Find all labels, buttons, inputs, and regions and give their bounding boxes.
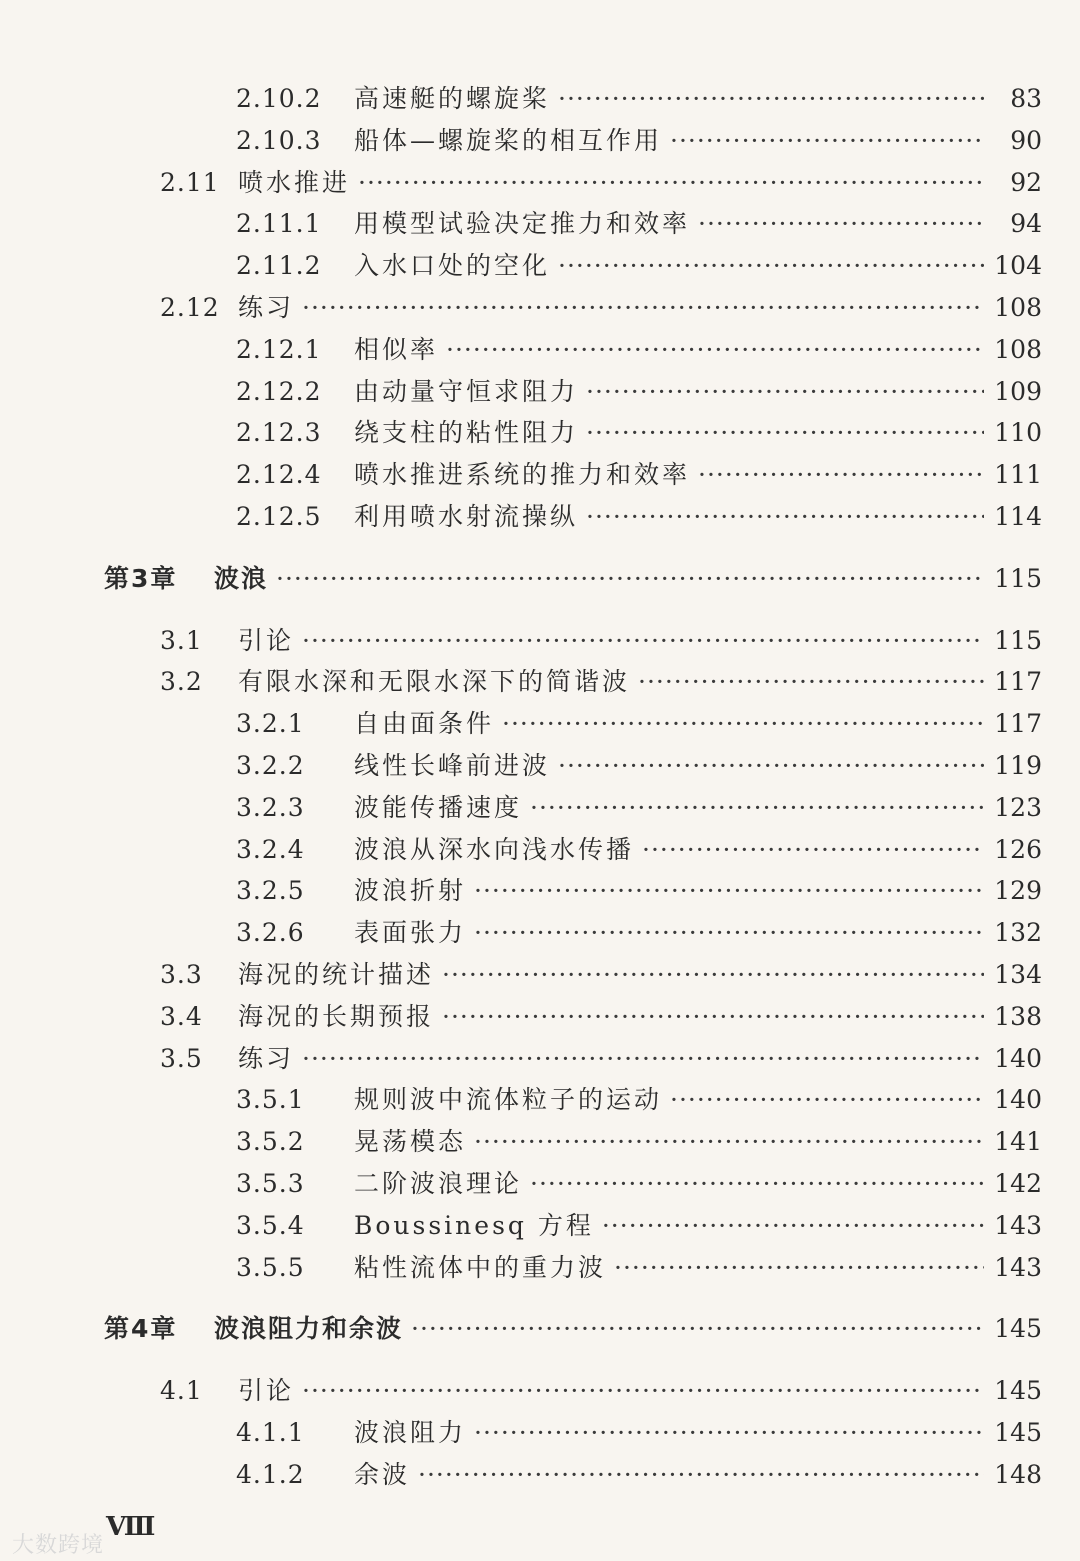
toc-entry-title: 海况的统计描述	[238, 960, 435, 989]
toc-entry-title: 波浪从深水向浅水传播	[354, 834, 635, 864]
toc-page-number: 92	[1010, 167, 1042, 197]
toc-page-number: 138	[994, 1001, 1042, 1031]
toc-entry-row	[236, 1454, 1042, 1496]
toc-entry-title: 有限水深和无限水深下的简谐波	[238, 667, 631, 697]
toc-leader-dots	[474, 870, 984, 912]
toc-entry-number: 3.2.3	[236, 792, 305, 822]
toc-leader-dots	[558, 745, 984, 787]
toc-page-number: 115	[994, 563, 1042, 593]
toc-entry-title: 波浪阻力和余波	[214, 1314, 404, 1344]
toc-entry-row	[160, 954, 1042, 996]
toc-entry-row	[236, 829, 1042, 871]
toc-entry-title: Boussinesq 方程	[354, 1210, 594, 1240]
toc-leader-dots	[642, 829, 984, 871]
toc-entry-number: 第4章	[104, 1314, 178, 1344]
toc-entry-number: 3.2.5	[236, 876, 305, 906]
toc-leader-dots	[411, 1308, 984, 1350]
toc-entry-number: 2.11	[160, 167, 220, 197]
toc-entry-row	[236, 1121, 1042, 1163]
toc-entry-title: 海况的长期预报	[238, 1001, 435, 1031]
toc-leader-dots	[442, 954, 984, 996]
toc-page-number: 94	[1010, 209, 1042, 239]
toc-entry-number: 第3章	[104, 563, 178, 593]
toc-entry-number: 2.10.3	[236, 125, 322, 155]
toc-leader-dots	[442, 996, 984, 1038]
toc-leader-dots	[558, 78, 984, 120]
toc-leader-dots	[276, 558, 984, 600]
toc-entry-title: 线性长峰前进波	[354, 751, 551, 780]
toc-leader-dots	[558, 245, 984, 287]
toc-entry-number: 2.12.4	[236, 460, 322, 490]
toc-entry-number: 3.2.4	[236, 834, 305, 864]
toc-entry-row	[160, 996, 1042, 1038]
toc-entry-title: 二阶波浪理论	[354, 1169, 523, 1198]
toc-entry-title: 练习	[238, 1043, 295, 1073]
watermark-text: 大数跨境	[12, 1533, 105, 1558]
toc-leader-dots	[358, 162, 984, 204]
toc-leader-dots	[670, 120, 984, 162]
toc-entry-title: 波浪阻力	[354, 1418, 467, 1447]
toc-chapter-row	[104, 1308, 1042, 1350]
toc-entry-row	[236, 496, 1042, 538]
toc-leader-dots	[302, 1038, 984, 1080]
toc-entry-title: 入水口处的空化	[354, 251, 551, 281]
toc-entry-row	[160, 1370, 1042, 1412]
toc-entry-row	[236, 1412, 1042, 1454]
toc-entry-number: 2.10.2	[236, 84, 322, 113]
toc-entry-row	[236, 703, 1042, 745]
toc-page-number: 111	[994, 460, 1042, 490]
toc-page-number: 132	[994, 918, 1042, 948]
toc-entry-title: 绕支柱的粘性阻力	[354, 418, 579, 448]
toc-page-number: 104	[994, 251, 1042, 281]
toc-page-number: 90	[1010, 125, 1042, 155]
toc-entry-title: 表面张力	[354, 918, 467, 948]
toc-page-number: 140	[994, 1043, 1042, 1073]
toc-entry-number: 3.3	[160, 960, 203, 989]
toc-leader-dots	[586, 412, 984, 454]
toc-entry-row	[236, 120, 1042, 162]
toc-page-number: 108	[994, 293, 1042, 322]
toc-entry-row	[236, 1163, 1042, 1205]
toc-entry-title: 波浪	[214, 563, 269, 593]
toc-leader-dots	[698, 203, 984, 245]
toc-entry-title: 利用喷水射流操纵	[354, 502, 579, 531]
toc-entry-number: 3.5.3	[236, 1169, 305, 1198]
toc-entry-title: 喷水推进系统的推力和效率	[354, 460, 691, 490]
toc-entry-row	[236, 454, 1042, 496]
toc-entry-title: 高速艇的螺旋桨	[354, 84, 551, 113]
toc-page-number: 141	[994, 1127, 1042, 1157]
toc-entry-row	[160, 620, 1042, 662]
toc-page-number: 108	[994, 334, 1042, 364]
toc-page-number: 142	[994, 1169, 1042, 1198]
toc-entry-title: 余波	[354, 1459, 411, 1489]
toc-entry-number: 3.4	[160, 1001, 203, 1031]
toc-entry-row	[236, 1247, 1042, 1289]
toc-entry-row	[160, 661, 1042, 703]
toc-leader-dots	[530, 1163, 984, 1205]
toc-entry-number: 4.1.2	[236, 1459, 305, 1489]
toc-entry-number: 3.2.6	[236, 918, 305, 948]
toc-entry-row	[236, 1079, 1042, 1121]
toc-entry-row	[236, 870, 1042, 912]
toc-entry-title: 粘性流体中的重力波	[354, 1252, 607, 1282]
toc-page-number: 123	[994, 792, 1042, 822]
toc-leader-dots	[586, 371, 984, 413]
toc-entry-number: 2.12	[160, 293, 220, 322]
toc-page-number: 115	[994, 625, 1042, 655]
toc-leader-dots	[302, 287, 984, 329]
toc-entry-row	[236, 245, 1042, 287]
toc-leader-dots	[602, 1205, 984, 1247]
toc-leader-dots	[418, 1454, 984, 1496]
toc-entry-row	[236, 371, 1042, 413]
toc-entry-title: 自由面条件	[354, 709, 495, 739]
toc-entry-title: 由动量守恒求阻力	[354, 376, 579, 406]
toc-entry-number: 2.12.2	[236, 376, 322, 406]
toc-leader-dots	[638, 661, 984, 703]
toc-leader-dots	[530, 787, 984, 829]
toc-entry-title: 引论	[238, 625, 295, 655]
toc-page-number: 145	[994, 1314, 1042, 1344]
toc-leader-dots	[670, 1079, 984, 1121]
toc-entry-number: 2.12.3	[236, 418, 322, 448]
toc-leader-dots	[586, 496, 984, 538]
toc-entry-title: 波能传播速度	[354, 792, 523, 822]
toc-entry-row	[236, 912, 1042, 954]
toc-page-number: 119	[994, 751, 1042, 780]
toc-entry-title: 用模型试验决定推力和效率	[354, 209, 691, 239]
toc-entry-title: 练习	[238, 293, 295, 322]
toc-entry-number: 3.5.4	[236, 1210, 305, 1240]
toc-entry-number: 2.12.5	[236, 502, 322, 531]
toc-leader-dots	[474, 1121, 984, 1163]
page-number-roman: Ⅷ	[106, 1512, 154, 1542]
toc-leader-dots	[474, 912, 984, 954]
toc-entry-row	[160, 287, 1042, 329]
toc-entry-row	[160, 1038, 1042, 1080]
toc-entry-row	[236, 745, 1042, 787]
toc-page-number: 129	[994, 876, 1042, 906]
toc-entry-number: 3.2.1	[236, 709, 305, 739]
toc-entry-number: 3.2.2	[236, 751, 305, 780]
toc-page-number: 143	[994, 1252, 1042, 1282]
toc-page-number: 145	[994, 1376, 1042, 1406]
toc-entry-row	[236, 787, 1042, 829]
toc-leader-dots	[302, 620, 984, 662]
toc-entry-number: 3.5	[160, 1043, 203, 1073]
toc-leader-dots	[446, 329, 984, 371]
toc-entry-number: 3.5.5	[236, 1252, 305, 1282]
toc-entry-title: 波浪折射	[354, 876, 467, 906]
toc-entry-number: 3.5.1	[236, 1085, 305, 1115]
toc-page-number: 126	[994, 834, 1042, 864]
toc-page-number: 148	[994, 1459, 1042, 1489]
toc-page-number: 114	[994, 502, 1042, 531]
toc-page-number: 134	[994, 960, 1042, 989]
toc-leader-dots	[698, 454, 984, 496]
toc-entry-row	[236, 412, 1042, 454]
toc-page-number: 145	[994, 1418, 1042, 1447]
toc-entry-number: 4.1	[160, 1376, 203, 1406]
toc-entry-title: 晃荡模态	[354, 1127, 467, 1157]
toc-entry-number: 2.11.1	[236, 209, 322, 239]
toc-entry-title: 引论	[238, 1376, 295, 1406]
toc-leader-dots	[614, 1247, 984, 1289]
toc-leader-dots	[502, 703, 984, 745]
toc-entry-row	[236, 329, 1042, 371]
toc-entry-title: 规则波中流体粒子的运动	[354, 1085, 663, 1115]
toc-entry-title: 喷水推进	[238, 167, 351, 197]
toc-chapter-row	[104, 558, 1042, 600]
toc-entry-number: 3.1	[160, 625, 203, 655]
toc-leader-dots	[302, 1370, 984, 1412]
toc-page-number: 140	[994, 1085, 1042, 1115]
toc-entry-title: 相似率	[354, 334, 439, 364]
toc-page-number: 83	[1010, 84, 1042, 113]
toc-page-number: 109	[994, 376, 1042, 406]
toc-entry-row	[160, 162, 1042, 204]
toc-entry-number: 4.1.1	[236, 1418, 305, 1447]
toc-entry-row	[236, 78, 1042, 120]
toc-entry-row	[236, 203, 1042, 245]
toc-entry-title: 船体—螺旋桨的相互作用	[354, 125, 663, 155]
toc-page-number: 117	[994, 667, 1042, 697]
toc-entry-number: 2.11.2	[236, 251, 322, 281]
toc-page-number: 143	[994, 1210, 1042, 1240]
toc-page-number: 117	[994, 709, 1042, 739]
toc-leader-dots	[474, 1412, 984, 1454]
toc-entry-row	[236, 1205, 1042, 1247]
toc-entry-number: 3.5.2	[236, 1127, 305, 1157]
toc-entry-number: 2.12.1	[236, 334, 322, 364]
toc-entry-number: 3.2	[160, 667, 203, 697]
toc-page-number: 110	[994, 418, 1042, 448]
